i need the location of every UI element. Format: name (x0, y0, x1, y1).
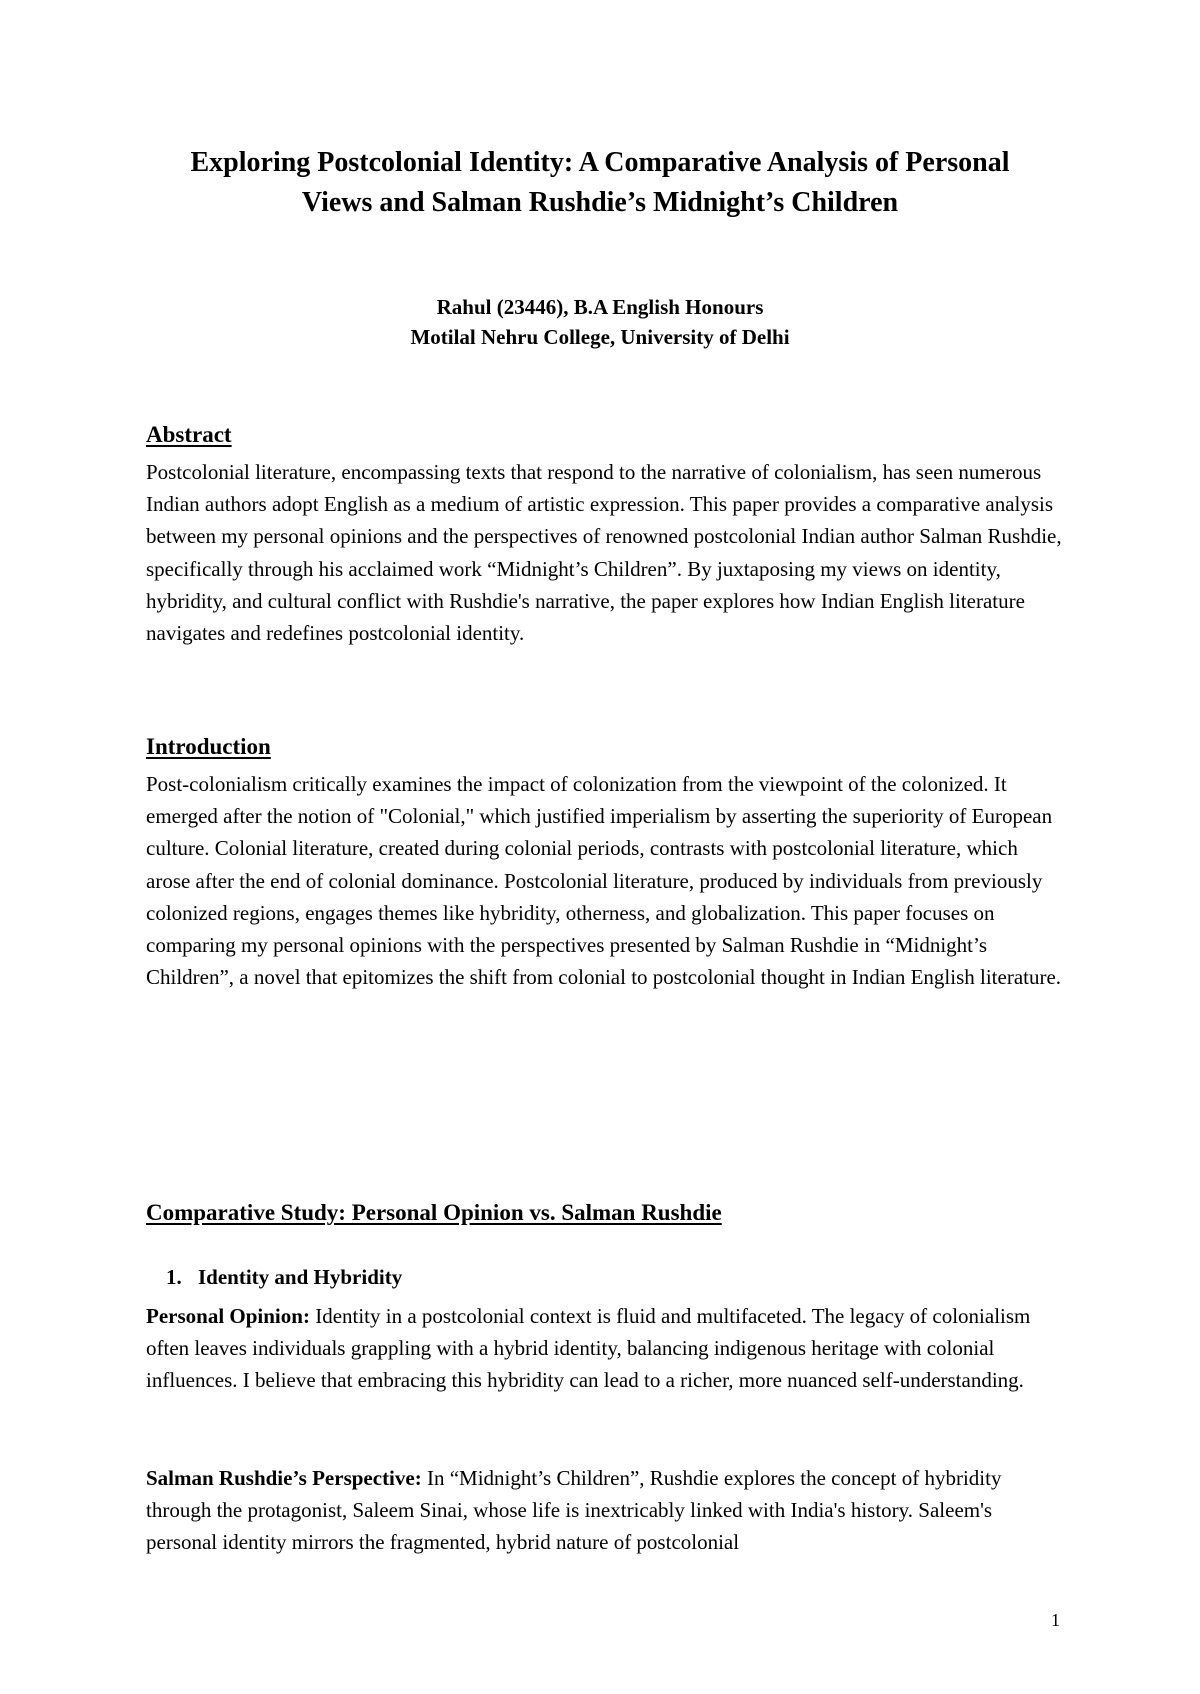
page-number: 1 (1051, 1610, 1060, 1630)
paper-title-line-2: Views and Salman Rushdie’s Midnight’s Children (301, 187, 899, 218)
abstract-heading: Abstract (146, 422, 232, 447)
author-info (100, 292, 1100, 352)
personal-opinion-label: Personal Opinion: (146, 1304, 310, 1328)
personal-opinion-paragraph (146, 1300, 1066, 1397)
list-item-title: Identity and Hybridity (198, 1265, 403, 1289)
list-item-identity-hybridity (166, 1262, 402, 1292)
comparative-heading: Comparative Study: Personal Opinion vs. Salman Rushdie (146, 1200, 722, 1225)
paper-title-line-1: Exploring Postcolonial Identity: A Comparative Analysis of Personal (190, 147, 1010, 178)
personal-opinion-text: Identity in a postcolonial context is fluid and multifaceted. The legacy of colonialism often leaves individuals grappling with a hybrid identity, balancing indigenous heritage with colonial influences. I believe that embracing this hybridity can lead to a richer, more nuanced self-understanding. (146, 1304, 1031, 1393)
list-item-number: 1. (166, 1265, 182, 1289)
comparative-section-heading-block (146, 1196, 1066, 1234)
abstract-section (146, 418, 1066, 649)
abstract-text: Postcolonial literature, encompassing texts that respond to the narrative of colonialism, has seen numerous Indian authors adopt English as a medium of artistic expression. This paper provides a comparative analysis between my personal opinions and the perspectives of renowned postcolonial Indian author Salman Rushdie, specifically through his acclaimed work “Midnight’s Children”. By juxtaposing my views on identity, hybridity, and cultural conflict with Rushdie's narrative, the paper explores how Indian English literature navigates and redefines postcolonial identity. (146, 460, 1062, 646)
rushdie-perspective-label: Salman Rushdie’s Perspective: (146, 1466, 422, 1490)
introduction-text: Post-colonialism critically examines the impact of colonization from the viewpoint of the colonized. It emerged after the notion of "Colonial," which justified imperialism by asserting the superiority of European culture. Colonial literature, created during colonial periods, contrasts with postcolonial literature, which arose after the end of colonial dominance. Postcolonial literature, produced by individuals from previously colonized regions, engages themes like hybridity, otherness, and globalization. This paper focuses on comparing my personal opinions with the perspectives presented by Salman Rushdie in “Midnight’s Children”, a novel that epitomizes the shift from colonial to postcolonial thought in Indian English literature. (146, 772, 1062, 990)
introduction-heading: Introduction (146, 734, 271, 759)
rushdie-perspective-text: In “Midnight’s Children”, Rushdie explores the concept of hybridity through the protagonist, Saleem Sinai, whose life is inextricably linked with India's history. Saleem's personal identity mirrors the fragmented, hybrid nature of postcolonial (146, 1466, 1002, 1555)
author-affiliation: Motilal Nehru College, University of Delhi (410, 325, 790, 349)
author-name: Rahul (23446), B.A English Honours (436, 295, 764, 319)
paper-title (100, 143, 1100, 223)
introduction-section (146, 730, 1066, 993)
rushdie-perspective-paragraph (146, 1462, 1066, 1559)
